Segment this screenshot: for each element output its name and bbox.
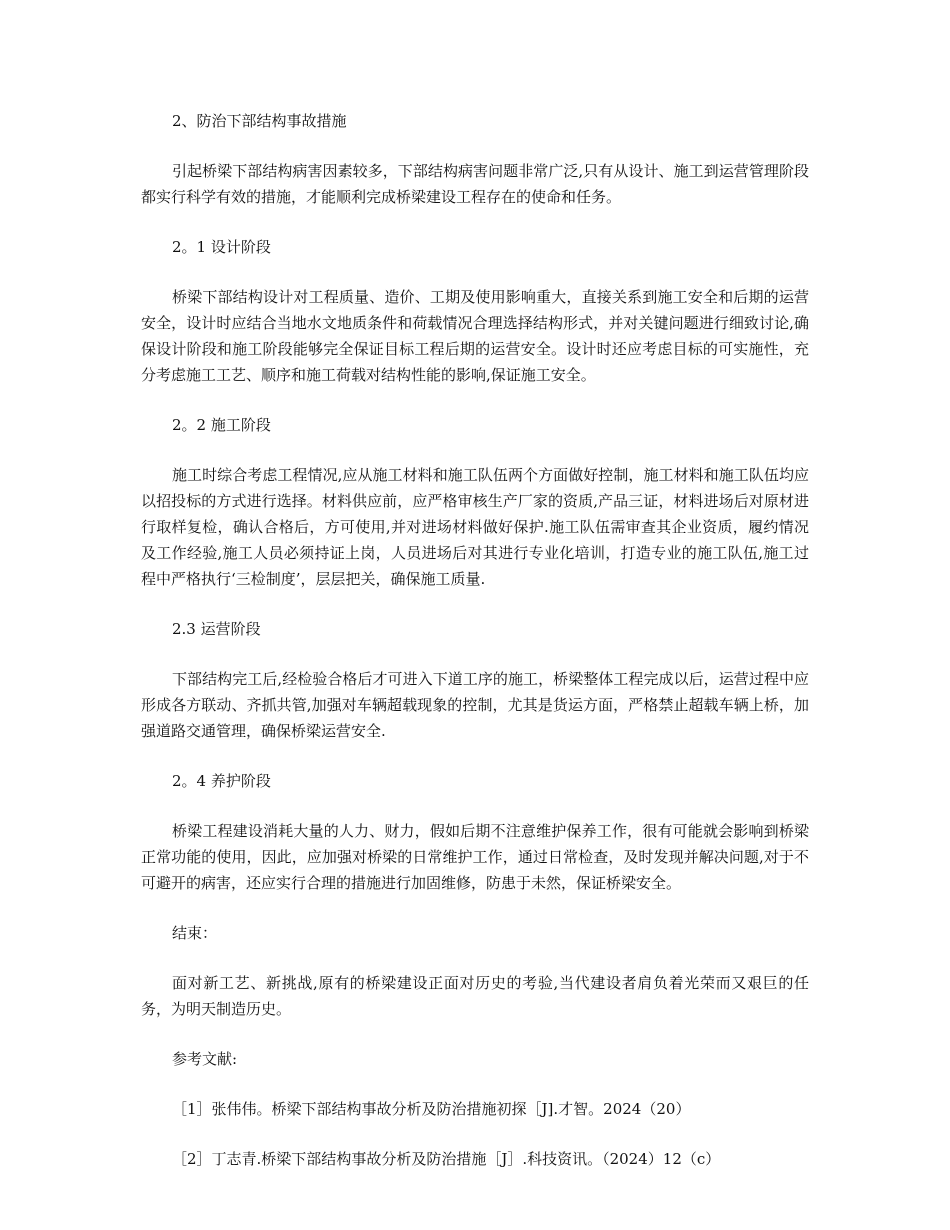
section-2-4-heading: 2。4 养护阶段 xyxy=(172,772,271,790)
section-2-2-heading: 2。2 施工阶段 xyxy=(172,416,271,434)
section-2-heading: 2、防治下部结构事故措施 xyxy=(172,112,347,130)
section-2-intro-paragraph: 引起桥梁下部结构病害因素较多，下部结构病害问题非常广泛,只有从设计、施工到运营管理阶段都实行科学有效的措施，才能顺利完成桥梁建设工程存在的使命和任务。 xyxy=(141,162,809,206)
conclusion-heading: 结束： xyxy=(172,924,218,942)
document-body xyxy=(141,108,809,1196)
section-2-3-heading: 2.3 运营阶段 xyxy=(172,620,261,638)
maintenance-stage-paragraph: 桥梁工程建设消耗大量的人力、财力，假如后期不注意维护保养工作，很有可能就会影响到桥梁正常功能的使用，因此，应加强对桥梁的日常维护工作，通过日常检查，及时发现并解决问题,对于不可避开的病害，还应实行合理的措施进行加固维修，防患于未然，保证桥梁安全。 xyxy=(141,822,809,892)
reference-1: ［1］张伟伟。桥梁下部结构事故分析及防治措施初探［J].才智。2024（20） xyxy=(172,1100,691,1118)
section-2-1-heading: 2。1 设计阶段 xyxy=(172,238,271,256)
references-heading: 参考文献: xyxy=(172,1050,238,1068)
design-stage-paragraph: 桥梁下部结构设计对工程质量、造价、工期及使用影响重大，直接关系到施工安全和后期的运营安全，设计时应结合当地水文地质条件和荷载情况合理选择结构形式，并对关键问题进行细致讨论,确保设计阶段和施工阶段能够完全保证目标工程后期的运营安全。设计时还应考虑目标的可实施性，充分考虑施工工艺、顺序和施工荷载对结构性能的影响,保证施工安全。 xyxy=(141,288,809,384)
construction-stage-paragraph: 施工时综合考虑工程情况,应从施工材料和施工队伍两个方面做好控制，施工材料和施工队伍均应以招投标的方式进行选择。材料供应前，应严格审核生产厂家的资质,产品三证，材料进场后对原材进行取样复检，确认合格后，方可使用,并对进场材料做好保护.施工队伍需审查其企业资质，履约情况及工作经验,施工人员必须持证上岗，人员进场后对其进行专业化培训，打造专业的施工队伍,施工过程中严格执行‘三检制度’，层层把关，确保施工质量. xyxy=(141,466,809,588)
reference-2: ［2］丁志青.桥梁下部结构事故分析及防治措施［J］.科技资讯。（2024）12（c） xyxy=(172,1150,721,1168)
operation-stage-paragraph: 下部结构完工后,经检验合格后才可进入下道工序的施工，桥梁整体工程完成以后，运营过程中应形成各方联动、齐抓共管,加强对车辆超载现象的控制，尤其是货运方面，严格禁止超载车辆上桥，加强道路交通管理，确保桥梁运营安全. xyxy=(141,670,809,740)
conclusion-paragraph: 面对新工艺、新挑战,原有的桥梁建设正面对历史的考验,当代建设者肩负着光荣而又艰巨的任务，为明天制造历史。 xyxy=(141,974,809,1018)
